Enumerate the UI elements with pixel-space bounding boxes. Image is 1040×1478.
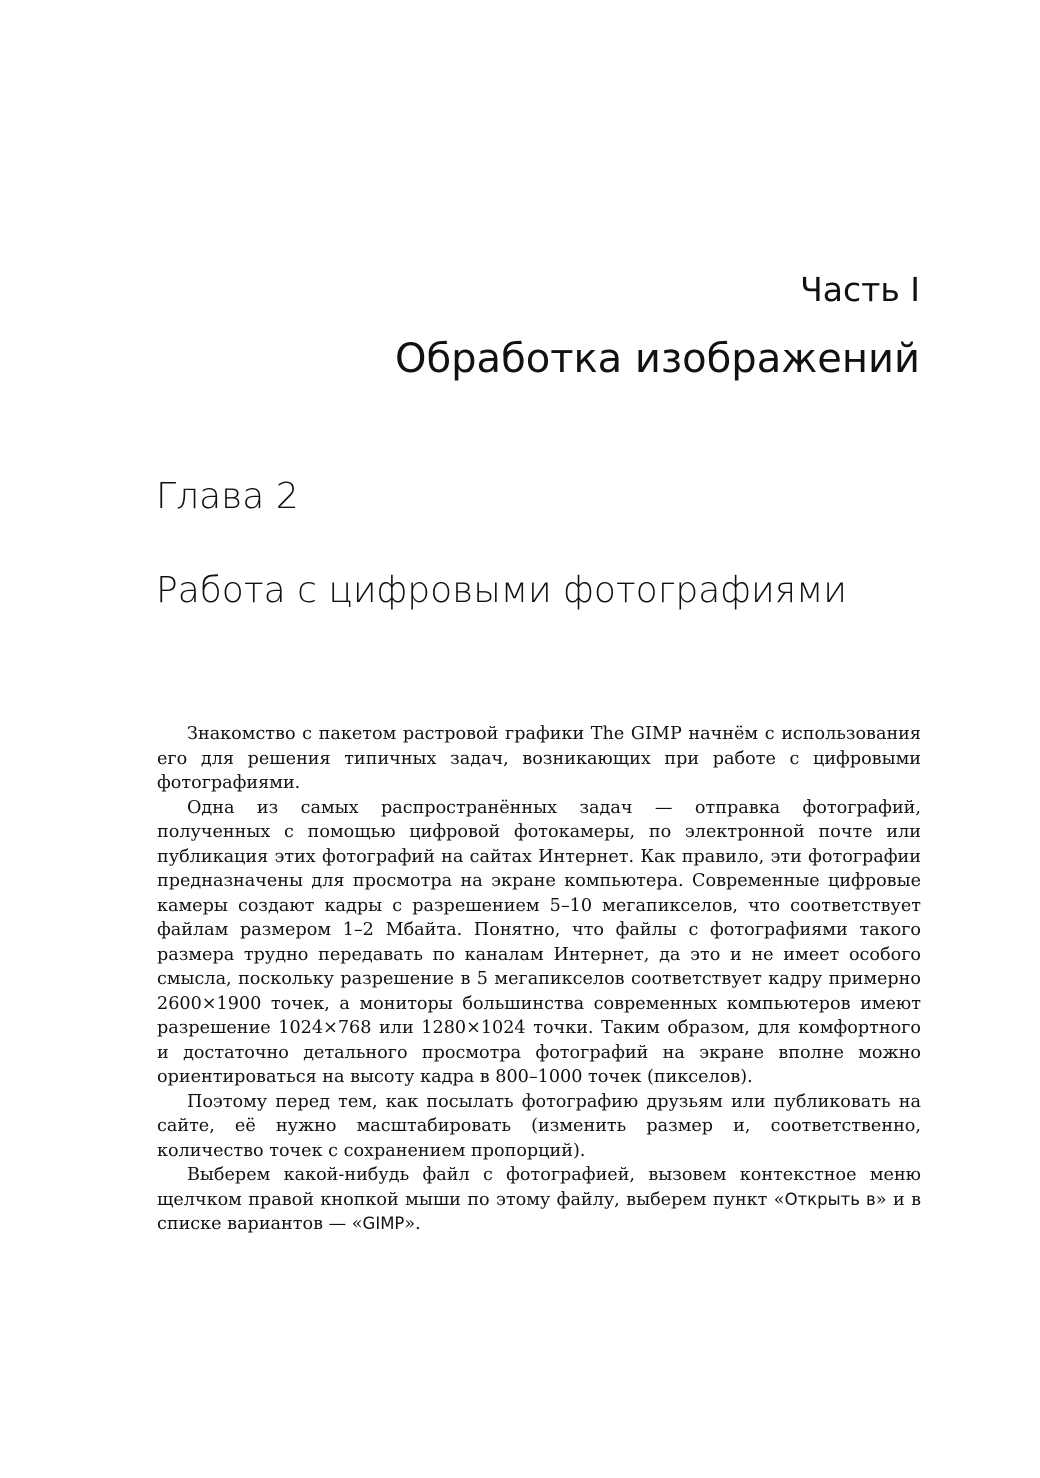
chapter-title: Работа с цифровыми фотографиями xyxy=(156,570,847,611)
paragraph-open-file-text-after: ». xyxy=(404,1214,421,1234)
menu-option-gimp: GIMP xyxy=(362,1214,405,1233)
paragraph-open-file-text-middle: » и в списке вариантов — « xyxy=(157,1189,921,1234)
chapter-label: Глава 2 xyxy=(156,476,299,517)
part-label: Часть I xyxy=(800,270,920,309)
paragraph-scaling: Поэтому перед тем, как посылать фотографию друзьям или публиковать на сайте, её нужно масштабировать (изменить размер и, соответственно, количество точек с сохранением пропорций). xyxy=(157,1091,921,1161)
paragraph-intro: Знакомство с пакетом растровой графики The GIMP начнём с использования его для решения типичных задач, возникающих при работе с цифровыми фотографиями. xyxy=(157,724,921,793)
paragraph-task: Одна из самых распространённых задач — отправка фотографий, полученных с помощью цифровой фотокамеры, по электронной почте или публикация этих фотографий на сайтах Интернет. Как правило, эти фотографии предназначены для просмотра на экране компьютера. Современные цифровые камеры создают кадры с разрешением 5–10 мегапикселов, что соответствует файлам размером 1–2 Мбайта. Понятно, что файлы с фотографиями такого размера трудно передавать по каналам Интернет, да это и не имеет особого смысла, поскольку разрешение в 5 мегапикселов соответствует кадру примерно 2600×1900 точек, а мониторы большинства современных компьютеров имеют разрешение 1024×768 или 1280×1024 точки. Таким образом, для комфортного и достаточно детального просмотра фотографий на экране вполне можно ориентироваться на высоту кадра в 800–1000 точек (пикселов). xyxy=(157,797,921,1087)
part-title: Обработка изображений xyxy=(395,336,920,382)
paragraph-open-file xyxy=(157,1163,921,1237)
paragraph-open-file-text-before: Выберем какой-нибудь файл с фотографией, вызовем контекстное меню щелчком правой кнопкой мыши по этому файлу, выберем пункт « xyxy=(157,1165,921,1210)
chapter-body xyxy=(157,722,921,1237)
menu-item-open-with: Открыть в xyxy=(784,1189,876,1209)
